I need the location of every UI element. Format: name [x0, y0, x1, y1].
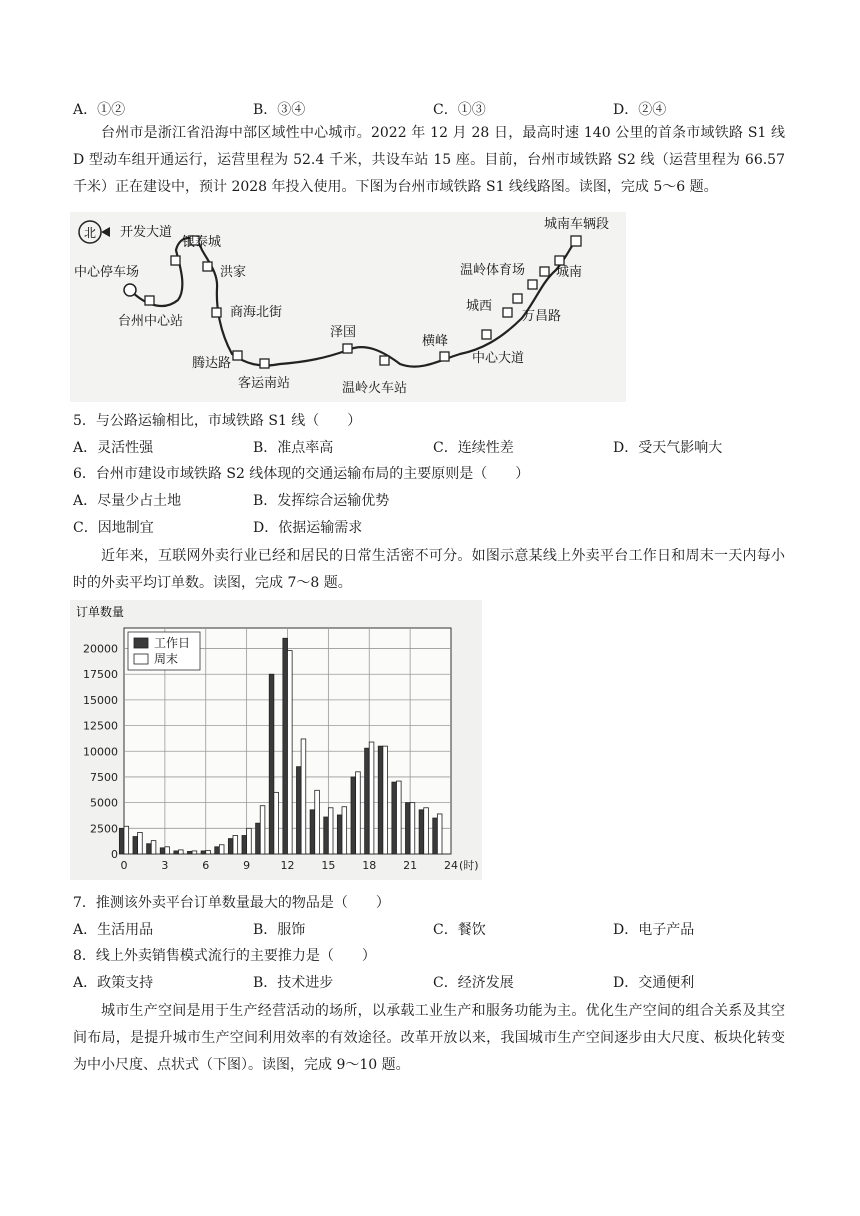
bar-weekend: [260, 806, 265, 854]
bar-weekend: [397, 781, 402, 854]
bar-weekday: [296, 767, 301, 854]
bar-weekend: [437, 814, 442, 854]
station-label: 银泰城: [182, 235, 222, 250]
q7-option-d: D．电子产品: [613, 922, 695, 938]
legend-label: 工作日: [154, 636, 191, 650]
bar-weekday: [147, 844, 152, 854]
station-label: 温岭火车站: [342, 381, 408, 396]
q6-option-d: D．依据运输需求: [253, 520, 363, 536]
q7-option-a: A．生活用品: [73, 922, 154, 938]
q8-option-d: D．交通便利: [613, 975, 695, 991]
bar-weekday: [365, 748, 370, 854]
station-label: 万昌路: [522, 309, 562, 324]
x-tick-label: 3: [161, 859, 169, 872]
y-tick-label: 10000: [83, 745, 118, 759]
q5-option-c: C．连续性差: [433, 440, 514, 456]
station-label: 泽国: [330, 325, 357, 340]
q5-option-d: D．受天气影响大: [613, 440, 723, 456]
bar-weekday: [419, 810, 424, 854]
x-tick-label: 24: [444, 859, 458, 872]
passage-5-6-text: 台州市是浙江省沿海中部区域性中心城市。2022 年 12 月 28 日，最高时速 140 公里的首条市域铁路 S1 线 D 型动车组开通运行，运营里程为 52.4 千米，共设车站 15 座。目前，台州市域铁路 S2 线（运营里程为 66.57 千米）正在建设中，预计 2028 年投入使用。下图为台州市域铁路 S1 线线路图。读图，完成 5～6 题。: [73, 125, 785, 195]
station-marker: [482, 330, 491, 339]
station-label: 城南: [556, 265, 583, 280]
y-tick-label: 2500: [90, 822, 118, 836]
legend-swatch: [134, 654, 148, 664]
s1-line-map: [70, 212, 626, 402]
bar-weekday: [174, 851, 179, 854]
bar-weekday: [283, 638, 288, 854]
bar-weekday: [256, 823, 261, 854]
bar-weekend: [315, 790, 320, 854]
q5-option-a: A．灵活性强: [73, 440, 154, 456]
q4-option-d: D．②④: [613, 102, 667, 118]
x-tick-label: 9: [243, 859, 251, 872]
station-marker: [145, 296, 154, 305]
bar-weekday: [215, 847, 220, 854]
bar-weekend: [165, 847, 170, 854]
bar-weekend: [288, 651, 293, 854]
station-label: 城西: [466, 299, 493, 314]
passage-7-8: [73, 543, 785, 597]
station-label: 横峰: [422, 334, 449, 349]
station-marker: [260, 359, 269, 368]
y-tick-label: 15000: [83, 693, 118, 707]
bar-weekday: [119, 828, 124, 854]
q8-option-c: C．经济发展: [433, 975, 514, 991]
station-marker: [440, 352, 449, 361]
station-marker: [528, 280, 537, 289]
x-tick-label: 0: [120, 859, 128, 872]
bar-weekend: [192, 851, 197, 854]
y-tick-label: 5000: [90, 796, 118, 810]
station-label: 中心停车场: [74, 265, 140, 280]
bar-weekend: [274, 792, 279, 854]
station-marker: [503, 308, 512, 317]
order-chart-svg: [70, 600, 482, 880]
q8-option-b: B．技术进步: [253, 975, 334, 991]
station-label: 开发大道: [120, 225, 173, 240]
bar-weekday: [324, 817, 329, 854]
station-label: 温岭体育场: [460, 263, 526, 278]
bar-weekend: [369, 742, 374, 854]
station-marker: [171, 256, 180, 265]
bar-weekend: [328, 808, 333, 854]
station-marker: [203, 262, 212, 271]
q6-option-b: B．发挥综合运输优势: [253, 493, 390, 509]
station-marker: [571, 236, 581, 246]
x-tick-label: 18: [362, 859, 377, 872]
q6-stem: 6．台州市建设市域铁路 S2 线体现的交通运输布局的主要原则是（ ）: [73, 466, 530, 482]
y-tick-label: 7500: [90, 770, 118, 784]
bar-weekend: [342, 807, 347, 854]
y-tick-label: 20000: [83, 642, 118, 656]
bar-weekday: [310, 810, 315, 854]
q7-option-b: B．服饰: [253, 922, 306, 938]
q6-option-a: A．尽量少占土地: [73, 493, 182, 509]
bar-weekend: [124, 826, 129, 854]
q7-stem: 7．推测该外卖平台订单数量最大的物品是（ ）: [73, 895, 390, 911]
bar-weekend: [301, 739, 306, 854]
station-marker: [540, 267, 549, 276]
station-label: 腾达路: [192, 356, 232, 371]
station-marker: [233, 351, 242, 360]
q6-option-c: C．因地制宜: [73, 520, 154, 536]
passage-5-6: [73, 120, 785, 201]
x-tick-label: 12: [280, 859, 295, 872]
x-axis-label: (时): [459, 859, 479, 872]
terminal-marker: [124, 284, 136, 296]
station-label: 城南车辆段: [544, 217, 610, 232]
passage-9-10: [73, 998, 785, 1079]
chart-ylabel: 订单数量: [76, 605, 125, 619]
bar-weekday: [433, 818, 438, 854]
legend-label: 周末: [154, 652, 179, 666]
station-marker: [343, 344, 352, 353]
station-label: 洪家: [220, 265, 247, 280]
order-chart: [70, 600, 482, 880]
q7-option-c: C．餐饮: [433, 922, 486, 938]
bar-weekend: [233, 836, 238, 854]
bar-weekday: [392, 782, 397, 854]
bar-weekday: [201, 851, 206, 854]
passage-9-10-text: 城市生产空间是用于生产经营活动的场所，以承载工业生产和服务功能为主。优化生产空间的组合关系及其空间布局，是提升城市生产空间利用效率的有效途径。改革开放以来，我国城市生产空间逐步由大尺度、板块化转变为中小尺度、点状式（下图）。读图，完成 9～10 题。: [73, 1003, 785, 1073]
station-label: 客运南站: [238, 376, 291, 391]
bar-weekday: [160, 848, 165, 854]
station-marker: [555, 256, 564, 265]
station-marker: [212, 308, 221, 317]
station-label: 中心大道: [472, 351, 525, 366]
bar-weekday: [228, 839, 233, 854]
x-tick-label: 6: [202, 859, 210, 872]
bar-weekday: [269, 674, 274, 854]
bar-weekday: [351, 777, 356, 854]
bar-weekend: [219, 845, 224, 854]
legend-swatch: [134, 638, 148, 648]
bar-weekend: [356, 772, 361, 854]
s1-line-map-svg: [70, 212, 626, 402]
bar-weekend: [424, 808, 429, 854]
x-tick-label: 15: [321, 859, 336, 872]
q4-option-b: B．③④: [253, 102, 306, 118]
bar-weekday: [378, 746, 383, 854]
bar-weekend: [410, 803, 415, 854]
x-tick-label: 21: [403, 859, 418, 872]
bar-weekend: [383, 746, 388, 854]
bar-weekday: [187, 851, 192, 854]
y-tick-label: 0: [111, 848, 118, 861]
q4-option-a: A．①②: [73, 102, 126, 118]
bar-weekday: [133, 837, 138, 854]
bar-weekend: [206, 850, 211, 854]
station-label: 台州中心站: [118, 314, 184, 329]
north-label: 北: [84, 226, 97, 240]
bar-weekday: [405, 803, 410, 854]
q8-stem: 8．线上外卖销售模式流行的主要推力是（ ）: [73, 948, 376, 964]
bar-weekend: [247, 828, 252, 854]
bar-weekend: [138, 832, 143, 854]
q8-option-a: A．政策支持: [73, 975, 154, 991]
passage-7-8-text: 近年来，互联网外卖行业已经和居民的日常生活密不可分。如图示意某线上外卖平台工作日和周末一天内每小时的外卖平均订单数。读图，完成 7～8 题。: [73, 548, 785, 591]
q5-stem: 5．与公路运输相比，市域铁路 S1 线（ ）: [73, 413, 362, 429]
bar-weekday: [337, 815, 342, 854]
y-tick-label: 12500: [83, 719, 118, 733]
bar-weekday: [242, 836, 247, 854]
bar-weekend: [151, 841, 156, 854]
station-marker: [513, 294, 522, 303]
q4-option-c: C．①③: [433, 102, 486, 118]
station-label: 商海北街: [230, 305, 283, 320]
q5-option-b: B．准点率高: [253, 440, 334, 456]
station-marker: [380, 356, 389, 365]
s1-route-line: [130, 238, 576, 367]
bar-weekend: [179, 850, 184, 854]
y-tick-label: 17500: [83, 668, 118, 682]
